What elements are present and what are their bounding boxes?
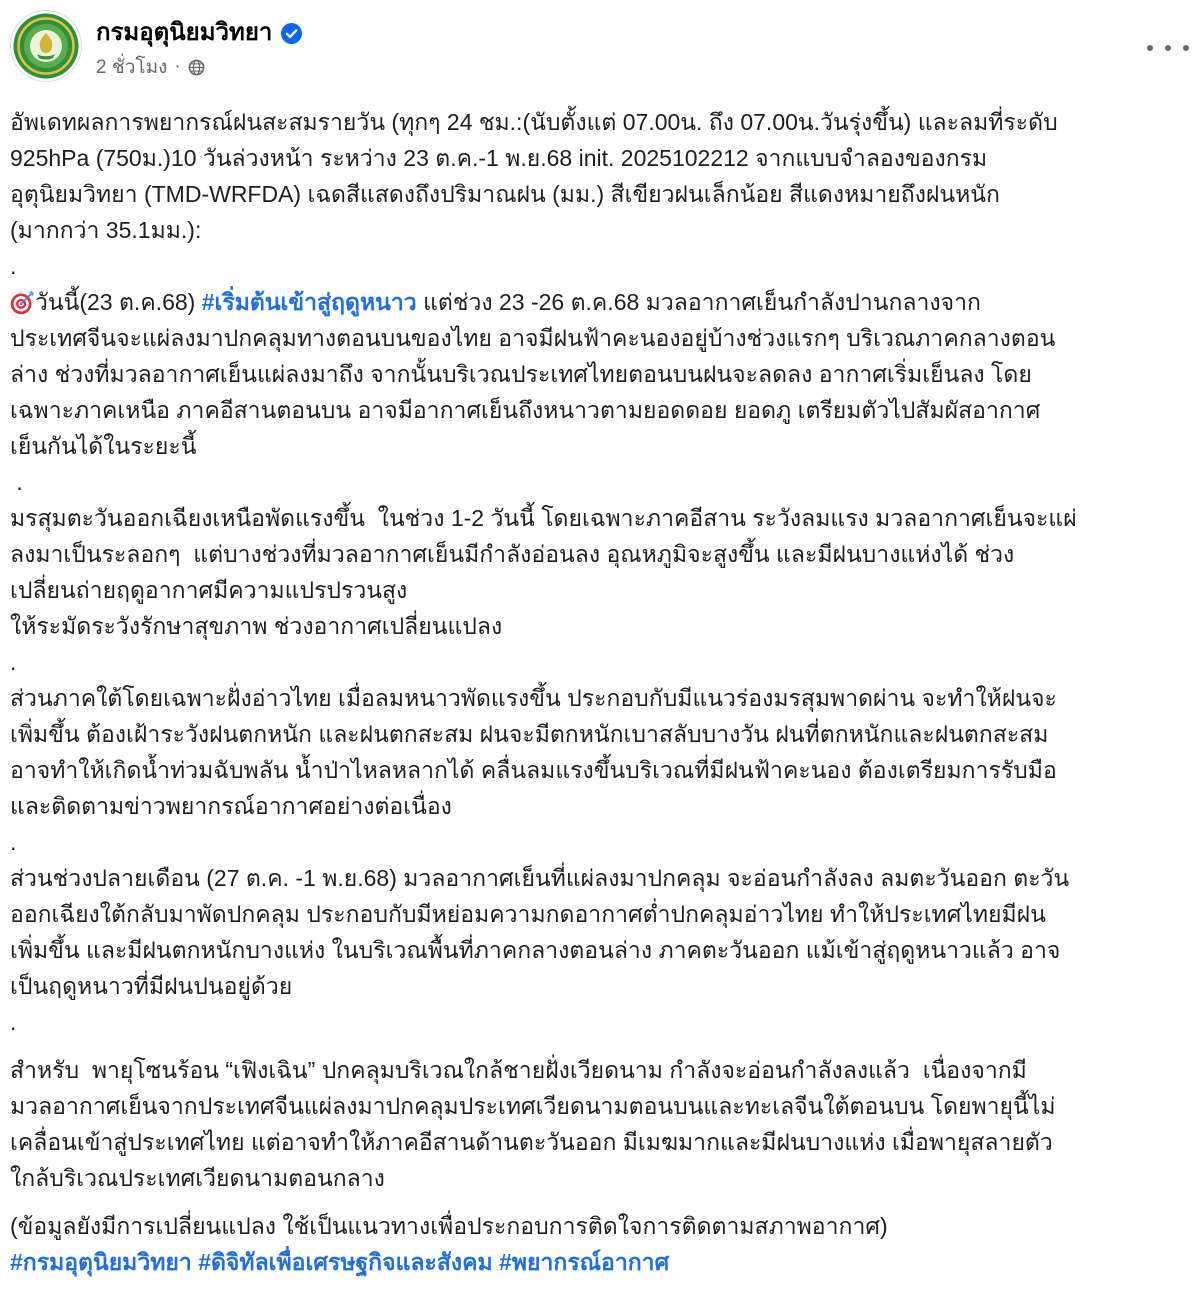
post-line: ส่วนภาคใต้โดยเฉพาะฝั่งอ่าวไทย เมื่อลมหนาวพัดแรงขึ้น ประกอบกับมีแนวร่องมรสุมพาดผ่าน จะทำให้ฝนจะ bbox=[10, 685, 1057, 711]
today-text: วันนี้(23 ต.ค.68) bbox=[35, 289, 202, 315]
post-line-dot: . bbox=[10, 649, 17, 675]
tmd-logo-icon bbox=[10, 10, 82, 82]
post-line: เย็นกันได้ในระยะนี้ bbox=[10, 433, 197, 459]
hashtag-row bbox=[10, 1244, 1194, 1280]
post-paragraph bbox=[10, 104, 1194, 1040]
more-dot bbox=[1183, 45, 1189, 51]
verified-badge-icon bbox=[281, 23, 302, 44]
post-line: ลงมาเป็นระลอกๆ แต่บางช่วงที่มวลอากาศเย็นมีกำลังอ่อนลง อุณหภูมิจะสูงขึ้น และมีฝนบางแห่งได้ ช่วง bbox=[10, 541, 1015, 567]
disclaimer-line: (ข้อมูลยังมีการเปลี่ยนแปลง ใช้เป็นแนวทางเพื่อประกอบการติดใจการติดตามสภาพอากาศ) bbox=[10, 1213, 888, 1239]
post-line: 925hPa (750ม.)10 วันล่วงหน้า ระหว่าง 23 ต.ค.-1 พ.ย.68 init. 2025102212 จากแบบจำลองของกรม bbox=[10, 145, 988, 171]
post-line: (มากกว่า 35.1มม.): bbox=[10, 217, 202, 243]
hashtag-link[interactable]: #ดิจิทัลเพื่อเศรษฐกิจและสังคม bbox=[198, 1249, 493, 1275]
hashtag-link[interactable]: #กรมอุตุนิยมวิทยา bbox=[10, 1249, 192, 1275]
post-message bbox=[10, 104, 1194, 1280]
more-dot bbox=[1147, 45, 1153, 51]
globe-icon[interactable] bbox=[188, 59, 205, 76]
post-line: มวลอากาศเย็นจากประเทศจีนแผ่ลงมาปกคลุมประเทศเวียดนามตอนบนและทะเลจีนใต้ตอนบน โดยพายุนี้ไม่ bbox=[10, 1093, 1056, 1119]
post-line-dot: . bbox=[10, 469, 23, 495]
post-timestamp[interactable]: 2 ชั่วโมง bbox=[96, 57, 168, 78]
post-line: เป็นฤดูหนาวที่มีฝนปนอยู่ด้วย bbox=[10, 973, 293, 999]
post-line: สำหรับ พายุโซนร้อน “เฟิงเฉิน” ปกคลุมบริเวณใกล้ชายฝั่งเวียดนาม กำลังจะอ่อนกำลังลงแล้ว เนื่องจากมี bbox=[10, 1057, 1027, 1083]
post-line: เปลี่ยนถ่ายฤดูอากาศมีความแปรปรวนสูง bbox=[10, 577, 408, 603]
post-line: เพิ่มขึ้น และมีฝนตกหนักบางแห่ง ในบริเวณพื้นที่ภาคกลางตอนล่าง ภาคตะวันออก แม้เข้าสู่ฤดูหนาวแล้ว อาจ bbox=[10, 937, 1061, 963]
post-line: ส่วนช่วงปลายเดือน (27 ต.ค. -1 พ.ย.68) มวลอากาศเย็นที่แผ่ลงมาปกคลุม จะอ่อนกำลังลง ลมตะวันออก ตะวัน bbox=[10, 865, 1070, 891]
hashtag-link[interactable]: #พยากรณ์อากาศ bbox=[499, 1249, 670, 1275]
post-line: ออกเฉียงใต้กลับมาพัดปกคลุม ประกอบกับมีหย่อมความกดอากาศต่ำปกคลุมอ่าวไทย ทำให้ประเทศไทยมีฝน bbox=[10, 901, 1046, 927]
post-line: อัพเดทผลการพยากรณ์ฝนสะสมรายวัน (ทุกๆ 24 ชม.:(นับตั้งแต่ 07.00น. ถึง 07.00น.วันรุ่งขึ้น) และลมที่ระดับ bbox=[10, 109, 1058, 135]
post-line-dot: . bbox=[10, 829, 17, 855]
hashtag-link[interactable]: #เริ่มต้นเข้าสู่ฤดูหนาว bbox=[201, 289, 417, 315]
post-paragraph bbox=[10, 1052, 1194, 1196]
post-line-dot: . bbox=[10, 1009, 17, 1035]
post-line: ให้ระมัดระวังรักษาสุขภาพ ช่วงอากาศเปลี่ยนแปลง bbox=[10, 613, 503, 639]
post-line: อาจทำให้เกิดน้ำท่วมฉับพลัน น้ำป่าไหลหลากได้ คลื่นลมแรงขึ้นบริเวณที่มีฝนฟ้าคะนอง ต้องเตรียมการรับมือ bbox=[10, 757, 1057, 783]
more-options-icon[interactable] bbox=[1147, 34, 1189, 62]
post-paragraph bbox=[10, 1208, 1194, 1280]
page-name-link[interactable]: กรมอุตุนิยมวิทยา bbox=[96, 19, 273, 46]
post-line: เพิ่มขึ้น ต้องเฝ้าระวังฝนตกหนัก และฝนตกสะสม ฝนจะมีตกหนักเบาสลับบางวัน ฝนที่ตกหนักและฝนตกสะสม bbox=[10, 721, 1049, 747]
post-line: ประเทศจีนจะแผ่ลงมาปกคลุมทางตอนบนของไทย อาจมีฝนฟ้าคะนองอยู่บ้างช่วงแรกๆ บริเวณภาคกลางตอน bbox=[10, 325, 1056, 351]
post-line: เฉพาะภาคเหนือ ภาคอีสานตอนบน อาจมีอากาศเย็นถึงหนาวตามยอดดอย ยอดภู เตรียมตัวไปสัมผัสอากาศ bbox=[10, 397, 1041, 423]
post-meta bbox=[96, 53, 205, 81]
post-line bbox=[10, 284, 1194, 320]
direct-hit-icon bbox=[10, 290, 35, 315]
post-line: มรสุมตะวันออกเฉียงเหนือพัดแรงขึ้น ในช่วง 1-2 วันนี้ โดยเฉพาะภาคอีสาน ระวังลมแรง มวลอากาศเย็นจะแผ่ bbox=[10, 505, 1077, 531]
page-name-row bbox=[96, 16, 302, 50]
post-line: อุตุนิยมวิทยา (TMD-WRFDA) เฉดสีแสดงถึงปริมาณฝน (มม.) สีเขียวฝนเล็กน้อย สีแดงหมายถึงฝนหนัก bbox=[10, 181, 1000, 207]
post-line: ใกล้บริเวณประเทศเวียดนามตอนกลาง bbox=[10, 1165, 385, 1191]
meta-separator: · bbox=[174, 56, 181, 77]
post-line: ล่าง ช่วงที่มวลอากาศเย็นแผ่ลงมาถึง จากนั้นบริเวณประเทศไทยตอนบนฝนจะลดลง อากาศเริ่มเย็นลง โดย bbox=[10, 361, 1032, 387]
page-avatar[interactable] bbox=[10, 10, 82, 82]
more-dot bbox=[1165, 45, 1171, 51]
today-text-continued: แต่ช่วง 23 -26 ต.ค.68 มวลอากาศเย็นกำลังปานกลางจาก bbox=[423, 289, 981, 315]
post-line-dot: . bbox=[10, 253, 17, 279]
post-line: เคลื่อนเข้าสู่ประเทศไทย แต่อาจทำให้ภาคอีสานด้านตะวันออก มีเมฆมากและมีฝนบางแห่ง เมื่อพายุสลายตัว bbox=[10, 1129, 1053, 1155]
post-line: และติดตามข่าวพยากรณ์อากาศอย่างต่อเนื่อง bbox=[10, 793, 452, 819]
